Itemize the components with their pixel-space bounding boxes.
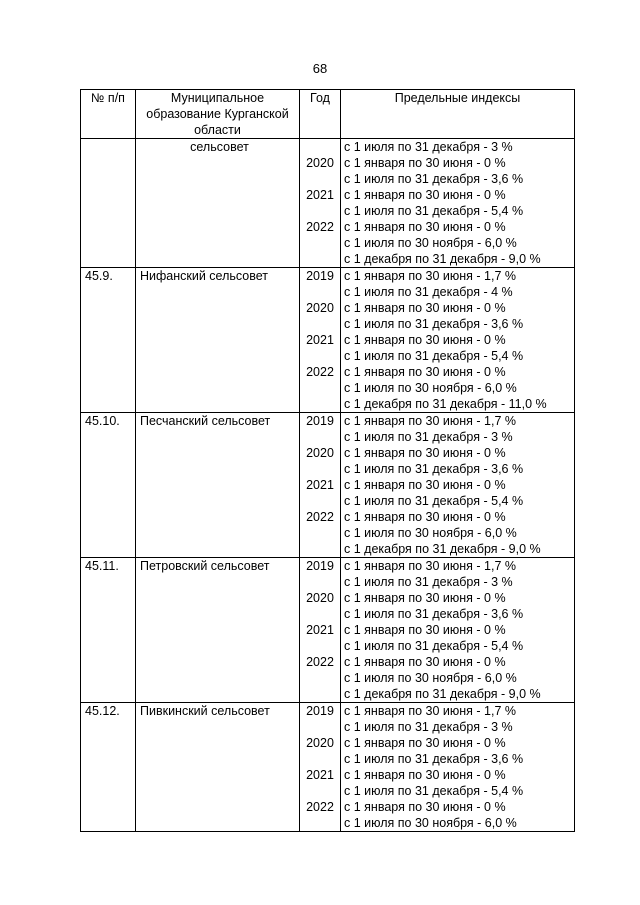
index-line: с 1 января по 30 июня - 0 %	[344, 736, 506, 750]
indices-cell	[341, 268, 575, 413]
index-line: с 1 декабря по 31 декабря - 9,0 %	[344, 542, 541, 556]
year-value: 2019	[306, 704, 334, 718]
year-value: 2022	[306, 510, 334, 524]
year-value: 2020	[306, 591, 334, 605]
year-value: 2021	[306, 768, 334, 782]
year-value: 2020	[306, 736, 334, 750]
index-line: с 1 января по 30 июня - 0 %	[344, 768, 506, 782]
index-line: с 1 января по 30 июня - 0 %	[344, 591, 506, 605]
index-line: с 1 июля по 31 декабря - 3,6 %	[344, 172, 524, 186]
indices-cell	[341, 139, 575, 268]
index-line: с 1 июля по 31 декабря - 3,6 %	[344, 462, 524, 476]
year-cell	[300, 703, 341, 832]
index-line: с 1 января по 30 июня - 1,7 %	[344, 269, 516, 283]
year-value: 2021	[306, 478, 334, 492]
index-line: с 1 января по 30 июня - 0 %	[344, 510, 506, 524]
index-line: с 1 июля по 31 декабря - 3 %	[344, 430, 513, 444]
year-value	[300, 606, 340, 622]
index-line: с 1 июля по 31 декабря - 5,4 %	[344, 349, 524, 363]
municipality-name: сельсовет	[136, 139, 300, 268]
year-value: 2021	[306, 188, 334, 202]
header-municipality: Муниципальное образование Курганской области	[136, 90, 300, 139]
year-value	[300, 348, 340, 364]
header-indices: Предельные индексы	[341, 90, 575, 139]
page-number: 68	[312, 61, 328, 76]
indices-cell	[341, 413, 575, 558]
year-value: 2019	[306, 559, 334, 573]
year-value: 2022	[306, 655, 334, 669]
index-line: с 1 июля по 31 декабря - 3 %	[344, 140, 513, 154]
row-number: 45.9.	[81, 268, 136, 413]
year-value: 2019	[306, 414, 334, 428]
year-value	[300, 284, 340, 300]
year-value: 2022	[306, 800, 334, 814]
index-line: с 1 июля по 31 декабря - 3 %	[344, 720, 513, 734]
index-line: с 1 июля по 30 ноября - 6,0 %	[344, 816, 517, 830]
tariff-index-table	[80, 89, 575, 832]
index-line: с 1 января по 30 июня - 0 %	[344, 623, 506, 637]
year-value	[300, 429, 340, 445]
index-line: с 1 июля по 31 декабря - 3 %	[344, 575, 513, 589]
index-line: с 1 июля по 31 декабря - 3,6 %	[344, 607, 524, 621]
index-line: с 1 января по 30 июня - 0 %	[344, 156, 506, 170]
index-line: с 1 января по 30 июня - 0 %	[344, 188, 506, 202]
year-cell	[300, 558, 341, 703]
year-value	[300, 525, 340, 541]
year-value: 2019	[306, 269, 334, 283]
index-line: с 1 января по 30 июня - 1,7 %	[344, 414, 516, 428]
row-number: 45.11.	[81, 558, 136, 703]
year-value	[300, 139, 340, 155]
year-value	[300, 574, 340, 590]
year-value	[300, 171, 340, 187]
municipality-name: Пивкинский сельсовет	[136, 703, 300, 832]
index-line: с 1 июля по 31 декабря - 4 %	[344, 285, 513, 299]
year-value: 2021	[306, 333, 334, 347]
index-line: с 1 января по 30 июня - 0 %	[344, 301, 506, 315]
year-cell	[300, 268, 341, 413]
year-value	[300, 783, 340, 799]
index-line: с 1 июля по 31 декабря - 5,4 %	[344, 204, 524, 218]
year-value	[300, 638, 340, 654]
year-cell	[300, 139, 341, 268]
year-cell	[300, 413, 341, 558]
year-value: 2020	[306, 446, 334, 460]
year-value	[300, 815, 340, 831]
municipality-name: Песчанский сельсовет	[136, 413, 300, 558]
year-value	[300, 461, 340, 477]
row-number: 45.10.	[81, 413, 136, 558]
index-line: с 1 января по 30 июня - 0 %	[344, 365, 506, 379]
year-value	[300, 316, 340, 332]
index-line: с 1 декабря по 31 декабря - 11,0 %	[344, 397, 547, 411]
index-line: с 1 декабря по 31 декабря - 9,0 %	[344, 252, 541, 266]
index-line: с 1 января по 30 июня - 0 %	[344, 446, 506, 460]
index-line: с 1 июля по 31 декабря - 3,6 %	[344, 752, 524, 766]
municipality-name: Петровский сельсовет	[136, 558, 300, 703]
year-value	[300, 396, 340, 412]
year-value	[300, 235, 340, 251]
index-line: с 1 июля по 31 декабря - 5,4 %	[344, 494, 524, 508]
table-row	[81, 268, 575, 413]
year-value	[300, 541, 340, 557]
year-value	[300, 203, 340, 219]
indices-cell	[341, 558, 575, 703]
year-value: 2020	[306, 301, 334, 315]
row-number: 45.12.	[81, 703, 136, 832]
index-line: с 1 июля по 31 декабря - 5,4 %	[344, 639, 524, 653]
year-value: 2022	[306, 220, 334, 234]
table-row	[81, 558, 575, 703]
year-value: 2021	[306, 623, 334, 637]
year-value	[300, 251, 340, 267]
table-row	[81, 413, 575, 558]
header-year: Год	[300, 90, 341, 139]
index-line: с 1 января по 30 июня - 1,7 %	[344, 704, 516, 718]
indices-cell	[341, 703, 575, 832]
year-value	[300, 493, 340, 509]
index-line: с 1 января по 30 июня - 0 %	[344, 478, 506, 492]
index-line: с 1 января по 30 июня - 0 %	[344, 220, 506, 234]
table-row	[81, 703, 575, 832]
year-value	[300, 686, 340, 702]
year-value	[300, 719, 340, 735]
municipality-name: Нифанский сельсовет	[136, 268, 300, 413]
index-line: с 1 июля по 30 ноября - 6,0 %	[344, 236, 517, 250]
table-body	[81, 139, 575, 832]
table-row	[81, 139, 575, 268]
year-value: 2020	[306, 156, 334, 170]
index-line: с 1 июля по 30 ноября - 6,0 %	[344, 671, 517, 685]
table-header-row	[81, 90, 575, 139]
index-line: с 1 июля по 31 декабря - 5,4 %	[344, 784, 524, 798]
year-value	[300, 751, 340, 767]
index-line: с 1 января по 30 июня - 0 %	[344, 800, 506, 814]
header-num: № п/п	[81, 90, 136, 139]
index-line: с 1 января по 30 июня - 0 %	[344, 333, 506, 347]
index-line: с 1 января по 30 июня - 0 %	[344, 655, 506, 669]
year-value	[300, 670, 340, 686]
row-number	[81, 139, 136, 268]
index-line: с 1 декабря по 31 декабря - 9,0 %	[344, 687, 541, 701]
index-line: с 1 января по 30 июня - 1,7 %	[344, 559, 516, 573]
index-line: с 1 июля по 31 декабря - 3,6 %	[344, 317, 524, 331]
year-value: 2022	[306, 365, 334, 379]
index-line: с 1 июля по 30 ноября - 6,0 %	[344, 526, 517, 540]
index-line: с 1 июля по 30 ноября - 6,0 %	[344, 381, 517, 395]
year-value	[300, 380, 340, 396]
